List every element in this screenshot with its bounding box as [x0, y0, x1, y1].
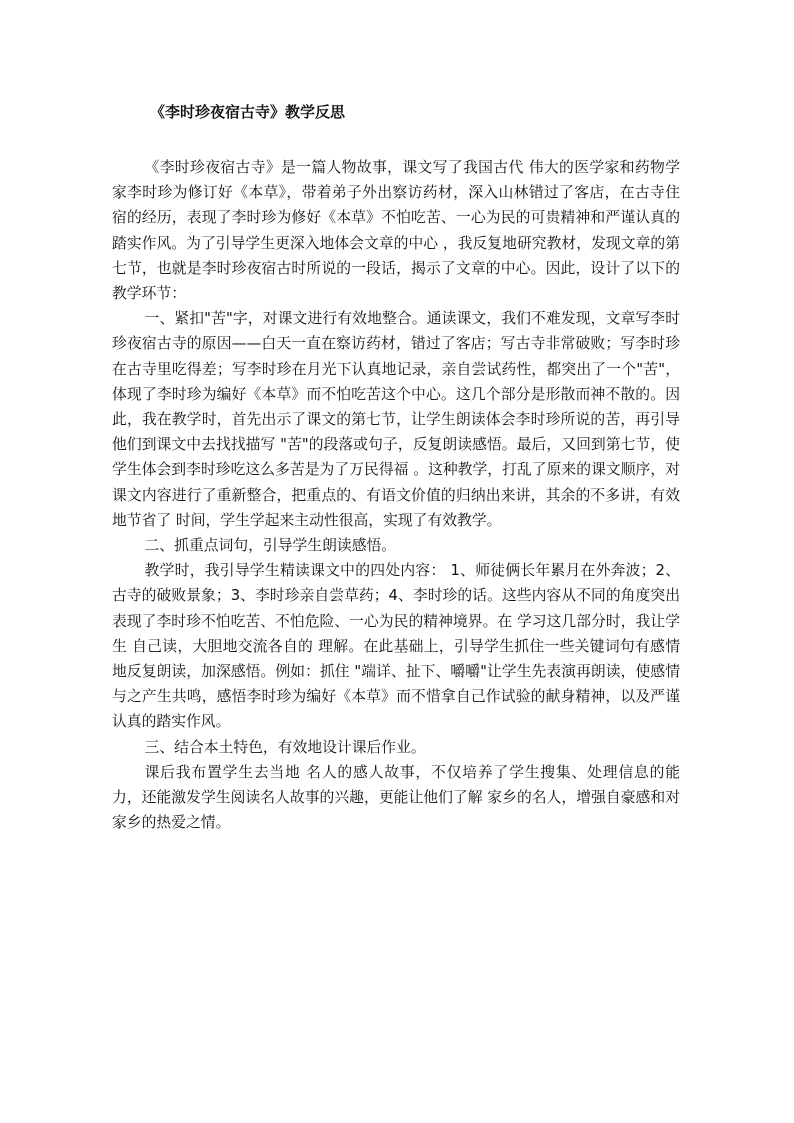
- document-body: [112, 155, 680, 835]
- paragraph-section-two: 教学时，我引导学生精读课文中的四处内容： 1、师徒俩长年累月在外奔波；2、古寺的破败景象；3、李时珍亲自尝草药；4、李时珍的话。这些内容从不同的角度突出表现了李时珍不怕吃苦、不怕危险、一心为民的精神境界。在 学习这几部分时，我让学生 自己读，大胆地交流各自的 理解。在此基础上，引导学生抓住一些关键词句有感情地反复朗读，加深感悟。例如：抓住 "端详、扯下、嚼嚼"让学生先表演再朗读，使感情与之产生共鸣，感悟李时珍为编好《本草》而不惜拿自己作试验的献身精神，以及严谨认真的踏实作风。: [112, 562, 680, 731]
- paragraph-section-one: 一、紧扣"苦"字，对课文进行有效地整合。通读课文，我们不难发现，文章写李时珍夜宿古寺的原因——白天一直在察访药材，错过了客店；写古寺非常破败；写李时珍在古寺里吃得差；写李时珍在月光下认真地记录，亲自尝试药性，都突出了一个"苦"，体现了李时珍为编好《本草》而不怕吃苦这个中心。这几个部分是形散而神不散的。因此，我在教学时，首先出示了课文的第七节，让学生朗读体会李时珍所说的苦，再引导他们到课文中去找找描写 "苦"的段落或句子，反复朗读感悟。最后，又回到第七节，使学生体会到李时珍吃这么多苦是为了万民得福 。这种教学，打乱了原来的课文顺序，对课文内容进行了重新整合，把重点的、有语文价值的归纳出来讲，其余的不多讲，有效地节省了 时间，学生学起来主动性很高，实现了有效教学。: [112, 310, 680, 529]
- heading-section-two: 二、抓重点词句，引导学生朗读感悟。: [144, 537, 397, 555]
- paragraph-intro: 《李时珍夜宿古寺》是一篇人物故事，课文写了我国古代 伟大的医学家和药物学家李时珍为修订好《本草》，带着弟子外出察访药材，深入山林错过了客店，在古寺住宿的经历，表现了李时珍为修好《本草》不怕吃苦、一心为民的可贵精神和严谨认真的踏实作风。为了引导学生更深入地体会文章的中心 ，我反复地研究教材，发现文章的第七节，也就是李时珍夜宿古时所说的一段话，揭示了文章的中心。因此，设计了以下的教学环节：: [112, 159, 680, 303]
- heading-section-three: 三、结合本土特色，有效地设计课后作业。: [144, 738, 426, 756]
- document-title: 《李时珍夜宿古寺》教学反思: [150, 103, 346, 121]
- paragraph-section-three: 课后我布置学生去当地 名人的感人故事，不仅培养了学生搜集、处理信息的能力，还能激发学生阅读名人故事的兴趣，更能让他们了解 家乡的名人，增强自豪感和对家乡的热爱之情。: [112, 763, 680, 832]
